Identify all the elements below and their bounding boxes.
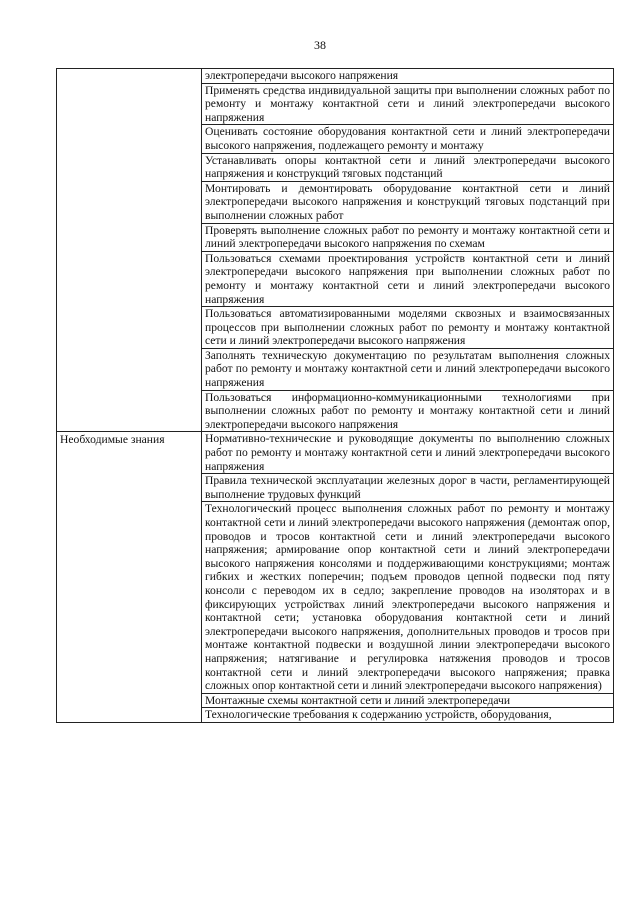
skill-cell: Применять средства индивидуальной защиты при выполнении сложных работ по ремонту и монтажу контактной сети и линий электропередачи высокого напряжения	[202, 83, 614, 125]
competency-table	[56, 68, 614, 723]
skills-label-cell	[57, 69, 202, 432]
table-row	[57, 69, 614, 84]
knowledge-cell: Технологический процесс выполнения сложных работ по ремонту и монтажу контактной сети и линий электропередачи высокого напряжения (демонтаж опор, проводов и тросов контактной сети и линий электропередачи высокого напряжения; армирование опор контактной сети и линий электропередачи высокого напряжения консолями и поддерживающими конструкциями; монтаж гибких и жестких поперечин; подъем проводов цепной подвески под пяту консоли с переводом их в седло; закрепление проводов на изоляторах и в фиксирующих устройствах линий электропередачи высокого напряжения и контактной сети; установка оборудования контактной сети и линий электропередачи высокого напряжения, дополнительных проводов и тросов при монтаже контактной подвески и воздушной линии электропередачи высокого напряжения; натягивание и регулировка натяжения проводов и тросов контактной сети и линий электропередачи высокого напряжения; правка сложных опор контактной сети и линий электропередачи высокого напряжения)	[202, 502, 614, 693]
knowledge-cell: Монтажные схемы контактной сети и линий электропередачи	[202, 693, 614, 708]
skill-cell: Пользоваться схемами проектирования устройств контактной сети и линий электропередачи высокого напряжения при выполнении сложных работ по ремонту и монтажу контактной сети и линий электропередачи высокого напряжения	[202, 251, 614, 306]
skill-cell: Заполнять техническую документацию по результатам выполнения сложных работ по ремонту и монтажу контактной сети и линий электропередачи высокого напряжения	[202, 348, 614, 390]
knowledge-cell: Нормативно-технические и руководящие документы по выполнению сложных работ по ремонту и монтажу контактной сети и линий электропередачи высокого напряжения	[202, 432, 614, 474]
knowledge-label-cell	[57, 432, 202, 722]
knowledge-cell: Правила технической эксплуатации железных дорог в части, регламентирующей выполнение трудовых функций	[202, 474, 614, 502]
skill-cell: Устанавливать опоры контактной сети и линий электропередачи высокого напряжения и конструкций тяговых подстанций	[202, 153, 614, 181]
page-number: 38	[314, 38, 326, 52]
skill-cell: Пользоваться информационно-коммуникационными технологиями при выполнении сложных работ по ремонту и монтажу контактной сети и линий электропередачи высокого напряжения	[202, 390, 614, 432]
skill-cell: Оценивать состояние оборудования контактной сети и линий электропередачи высокого напряжения, подлежащего ремонту и монтажу	[202, 125, 614, 153]
skill-cell: электропередачи высокого напряжения	[202, 69, 614, 84]
knowledge-cell: Технологические требования к содержанию устройств, оборудования,	[202, 708, 614, 723]
skill-cell: Пользоваться автоматизированными моделями сквозных и взаимосвязанных процессов при выполнении сложных работ по ремонту и монтажу контактной сети и линий электропередачи высокого напряжения	[202, 307, 614, 349]
table-row	[57, 432, 614, 474]
skill-cell: Проверять выполнение сложных работ по ремонту и монтажу контактной сети и линий электропередачи высокого напряжения по схемам	[202, 223, 614, 251]
knowledge-label: Необходимые знания	[60, 433, 165, 447]
skill-cell: Монтировать и демонтировать оборудование контактной сети и линий электропередачи высокого напряжения и конструкций тяговых подстанций при выполнении сложных работ	[202, 181, 614, 223]
